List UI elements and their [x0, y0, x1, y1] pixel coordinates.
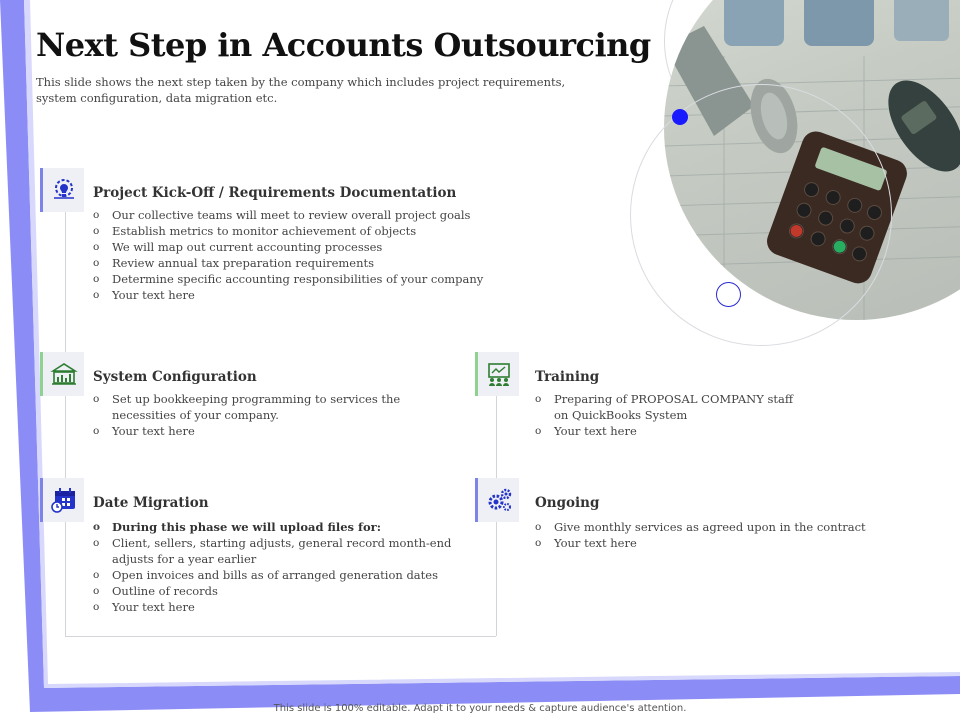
section-bullets	[93, 207, 493, 303]
list-item: o Give monthly services as agreed upon in the contract	[535, 519, 915, 535]
accent-ring-dot	[716, 282, 741, 307]
list-item: o Preparing of PROPOSAL COMPANY staff	[535, 391, 895, 407]
section-title: Training	[535, 369, 600, 385]
section-title: Date Migration	[93, 495, 209, 511]
list-item: o Your text here	[93, 287, 493, 303]
team-training-icon	[475, 352, 519, 396]
list-item: o During this phase we will upload files for:	[93, 519, 473, 535]
timeline-line	[65, 212, 66, 636]
list-item: adjusts for a year earlier	[112, 552, 257, 566]
list-item: o Our collective teams will meet to review overall project goals	[93, 207, 493, 223]
list-item: o Determine specific accounting responsibilities of your company	[93, 271, 493, 287]
gear-lightbulb-icon	[40, 168, 84, 212]
list-item: o Client, sellers, starting adjusts, general record month-end	[93, 535, 473, 551]
list-item: o Your text here	[535, 423, 895, 439]
section-title: System Configuration	[93, 369, 257, 385]
list-item: on QuickBooks System	[554, 408, 688, 422]
section-bullets	[93, 391, 453, 439]
list-item: o Outline of records	[93, 583, 473, 599]
section-bullets	[535, 391, 895, 439]
section-bullets	[93, 519, 473, 615]
page-title: Next Step in Accounts Outsourcing	[36, 26, 651, 64]
list-item: o Your text here	[535, 535, 915, 551]
list-item: o Review annual tax preparation requirements	[93, 255, 493, 271]
footer-note: This slide is 100% editable. Adapt it to your needs & capture audience's attention.	[273, 703, 687, 714]
calendar-clock-icon	[40, 478, 84, 522]
section-title: Ongoing	[535, 495, 600, 511]
list-item: o Establish metrics to monitor achievement of objects	[93, 223, 493, 239]
list-item: necessities of your company.	[112, 408, 279, 422]
accent-dot	[672, 109, 688, 125]
gears-icon	[475, 478, 519, 522]
section-bullets	[535, 519, 915, 551]
list-item: o Your text here	[93, 423, 453, 439]
list-item: o Open invoices and bills as of arranged generation dates	[93, 567, 473, 583]
section-title: Project Kick-Off / Requirements Documentation	[93, 185, 457, 201]
decorative-ring	[630, 84, 892, 346]
page-subtitle: This slide shows the next step taken by the company which includes project requirements, system configuration, data migration etc.	[36, 75, 566, 105]
building-chart-icon	[40, 352, 84, 396]
list-item: o Set up bookkeeping programming to services the	[93, 391, 453, 407]
list-item: o Your text here	[93, 599, 473, 615]
list-item: o We will map out current accounting processes	[93, 239, 493, 255]
timeline-line	[65, 636, 496, 637]
